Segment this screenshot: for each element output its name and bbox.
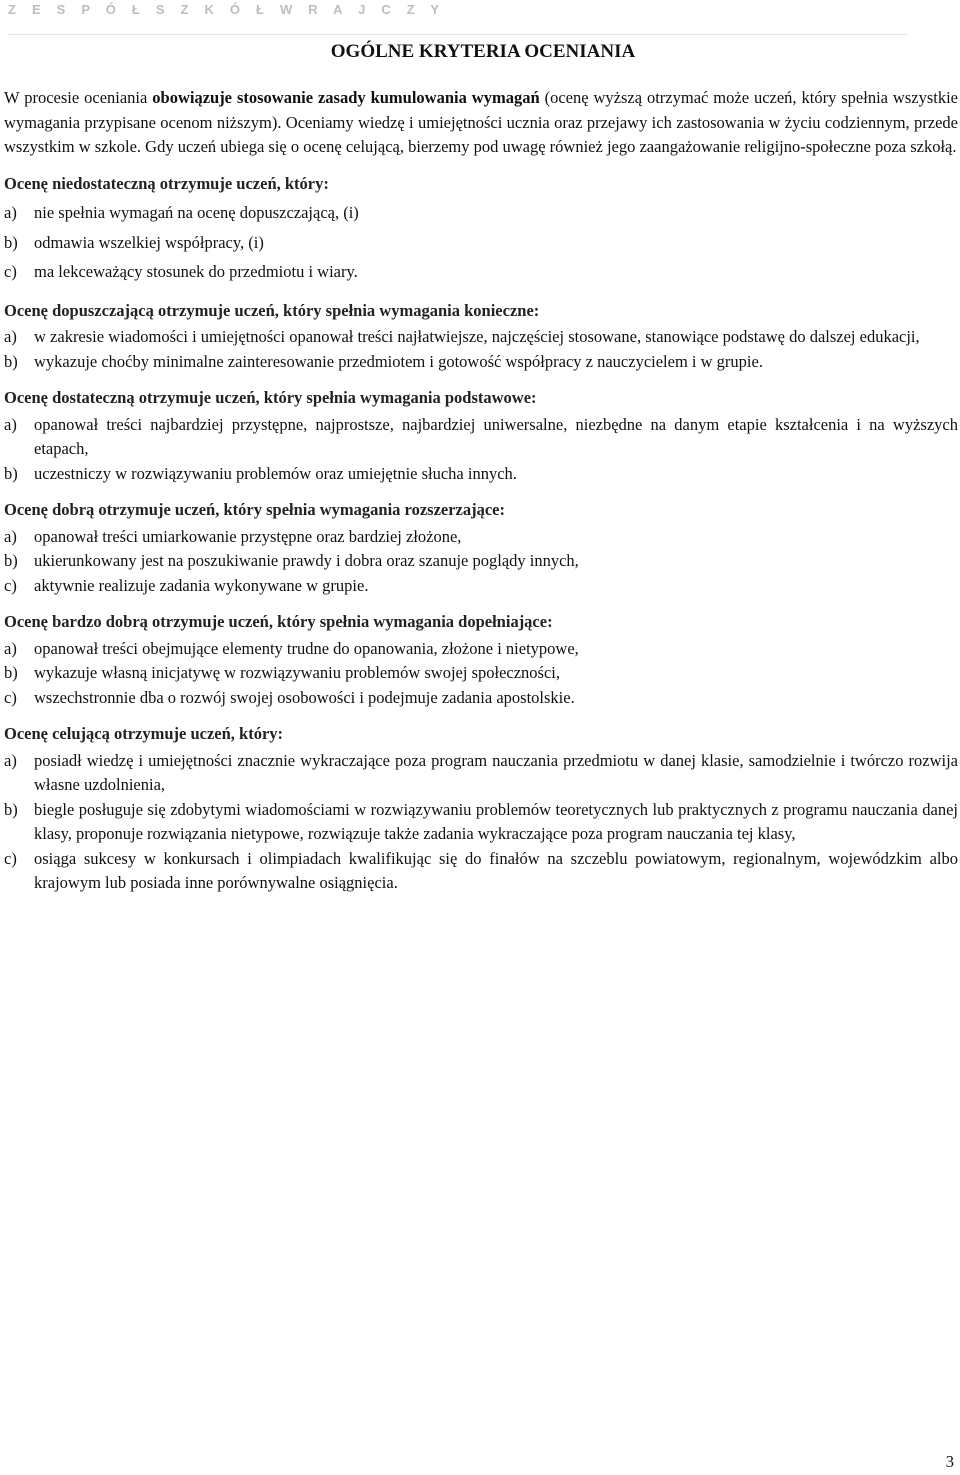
intro-text-start: W procesie oceniania [4, 88, 153, 107]
list-item-letter: c) [4, 687, 17, 707]
list-item [4, 525, 958, 550]
intro-text-rest: (ocenę wyższą otrzymać może uczeń, który spełnia wszystkie wymagania przypisane ocenom niższym). Oceniamy wiedzę i umiejętności ucznia oraz przejawy ich zastosowania w życiu codziennym, przede wszystkim w szkole. Gdy uczeń ubiega się o ocenę celującą, bierzemy pod uwagę również jego zaangażowanie religijno-społeczne poza szkołą. [4, 88, 958, 156]
school-name: Z E S P Ó Ł S Z K Ó Ł W R A J C Z Y [8, 2, 446, 17]
list-item-letter: c) [4, 262, 17, 281]
list-item-letter: a) [4, 526, 17, 546]
list-item [4, 462, 958, 487]
section-heading: Ocenę niedostateczną otrzymuje uczeń, który: [4, 173, 329, 193]
criteria-list [4, 637, 958, 711]
intro-paragraph [4, 86, 958, 160]
list-item-text: opanował treści obejmujące elementy trudne do opanowania, złożone i nietypowe, [34, 638, 579, 658]
grade-section [4, 610, 958, 710]
section-heading: Ocenę dopuszczającą otrzymuje uczeń, który spełnia wymagania konieczne: [4, 300, 540, 320]
list-item-text: posiadł wiedzę i umiejętności znacznie wykraczające poza program nauczania przedmiotu w danej klasie, samodzielnie i twórczo rozwija własne uzdolnienia, [34, 750, 958, 794]
list-item-letter: b) [4, 232, 18, 252]
list-item-text: nie spełnia wymagań na ocenę dopuszczającą, (i) [34, 203, 359, 222]
list-item-letter: b) [4, 663, 18, 682]
document-body [4, 40, 958, 908]
list-item-letter: c) [4, 848, 17, 868]
list-item [4, 661, 958, 686]
grade-section [4, 386, 958, 486]
list-item-text: aktywnie realizuje zadania wykonywane w grupie. [34, 575, 369, 595]
list-item [4, 198, 958, 228]
list-item-letter: b) [4, 463, 18, 483]
list-item-letter: b) [4, 799, 18, 819]
list-item-text: odmawia wszelkiej współpracy, (i) [34, 232, 264, 252]
list-item [4, 686, 958, 711]
list-item [4, 228, 958, 258]
page-header [8, 0, 908, 36]
header-divider [8, 34, 908, 35]
list-item-letter: a) [4, 750, 17, 770]
list-item [4, 549, 958, 574]
list-item [4, 350, 958, 375]
list-item-letter: a) [4, 327, 17, 346]
list-item [4, 749, 958, 798]
section-heading: Ocenę dobrą otrzymuje uczeń, który spełnia wymagania rozszerzające: [4, 500, 505, 519]
criteria-list [4, 413, 958, 487]
list-item-letter: c) [4, 575, 17, 595]
grade-section [4, 299, 958, 375]
intro-bold-rule: obowiązuje stosowanie zasady kumulowania wymagań [152, 88, 540, 107]
criteria-list [4, 525, 958, 599]
list-item [4, 257, 958, 287]
list-item [4, 798, 958, 847]
list-item-letter: b) [4, 551, 18, 570]
list-item [4, 574, 958, 599]
list-item [4, 413, 958, 462]
list-item-text: ma lekceważący stosunek do przedmiotu i wiary. [34, 262, 358, 281]
list-item [4, 847, 958, 896]
section-heading: Ocenę bardzo dobrą otrzymuje uczeń, który spełnia wymagania dopełniające: [4, 612, 553, 631]
list-item-letter: a) [4, 638, 17, 658]
grade-section [4, 498, 958, 598]
list-item-text: wykazuje własną inicjatywę w rozwiązywaniu problemów swojej społeczności, [34, 663, 561, 682]
document-title: OGÓLNE KRYTERIA OCENIANIA [330, 41, 636, 62]
section-heading: Ocenę celującą otrzymuje uczeń, który: [4, 724, 284, 743]
section-heading: Ocenę dostateczną otrzymuje uczeń, który spełnia wymagania podstawowe: [4, 388, 537, 407]
list-item-text: opanował treści umiarkowanie przystępne oraz bardziej złożone, [34, 526, 462, 546]
criteria-list [4, 198, 958, 287]
grade-section [4, 722, 958, 896]
list-item-text: biegle posługuje się zdobytymi wiadomościami w rozwiązywaniu problemów teoretycznych lub praktycznych z programu nauczania danej klasy, proponuje rozwiązania nietypowe, rozwiązuje także zadania wykraczające poza program nauczania tej klasy, [34, 799, 958, 843]
grade-criteria-sections [4, 172, 958, 896]
page-number: 3 [945, 1452, 954, 1471]
list-item [4, 325, 958, 350]
list-item-letter: a) [4, 203, 17, 222]
criteria-list [4, 749, 958, 896]
criteria-list [4, 325, 958, 374]
list-item-letter: b) [4, 351, 18, 371]
list-item-text: wykazuje choćby minimalne zainteresowanie przedmiotem i gotowość współpracy z nauczycielem i w grupie. [34, 351, 763, 371]
list-item [4, 637, 958, 662]
list-item-text: w zakresie wiadomości i umiejętności opanował treści najłatwiejsze, najczęściej stosowane, stanowiące podstawę do dalszej edukacji, [34, 327, 920, 346]
list-item-text: uczestniczy w rozwiązywaniu problemów oraz umiejętnie słucha innych. [34, 463, 517, 483]
list-item-letter: a) [4, 414, 17, 434]
list-item-text: osiąga sukcesy w konkursach i olimpiadach kwalifikując się do finałów na szczeblu powiatowym, regionalnym, wojewódzkim albo krajowym lub posiada inne porównywalne osiągnięcia. [34, 848, 958, 892]
list-item-text: wszechstronnie dba o rozwój swojej osobowości i podejmuje zadania apostolskie. [34, 687, 575, 707]
list-item-text: opanował treści najbardziej przystępne, najprostsze, najbardziej uniwersalne, niezbędne na danym etapie kształcenia i na wyższych etapach, [34, 414, 958, 458]
list-item-text: ukierunkowany jest na poszukiwanie prawdy i dobra oraz szanuje poglądy innych, [34, 551, 579, 570]
grade-section [4, 172, 958, 287]
